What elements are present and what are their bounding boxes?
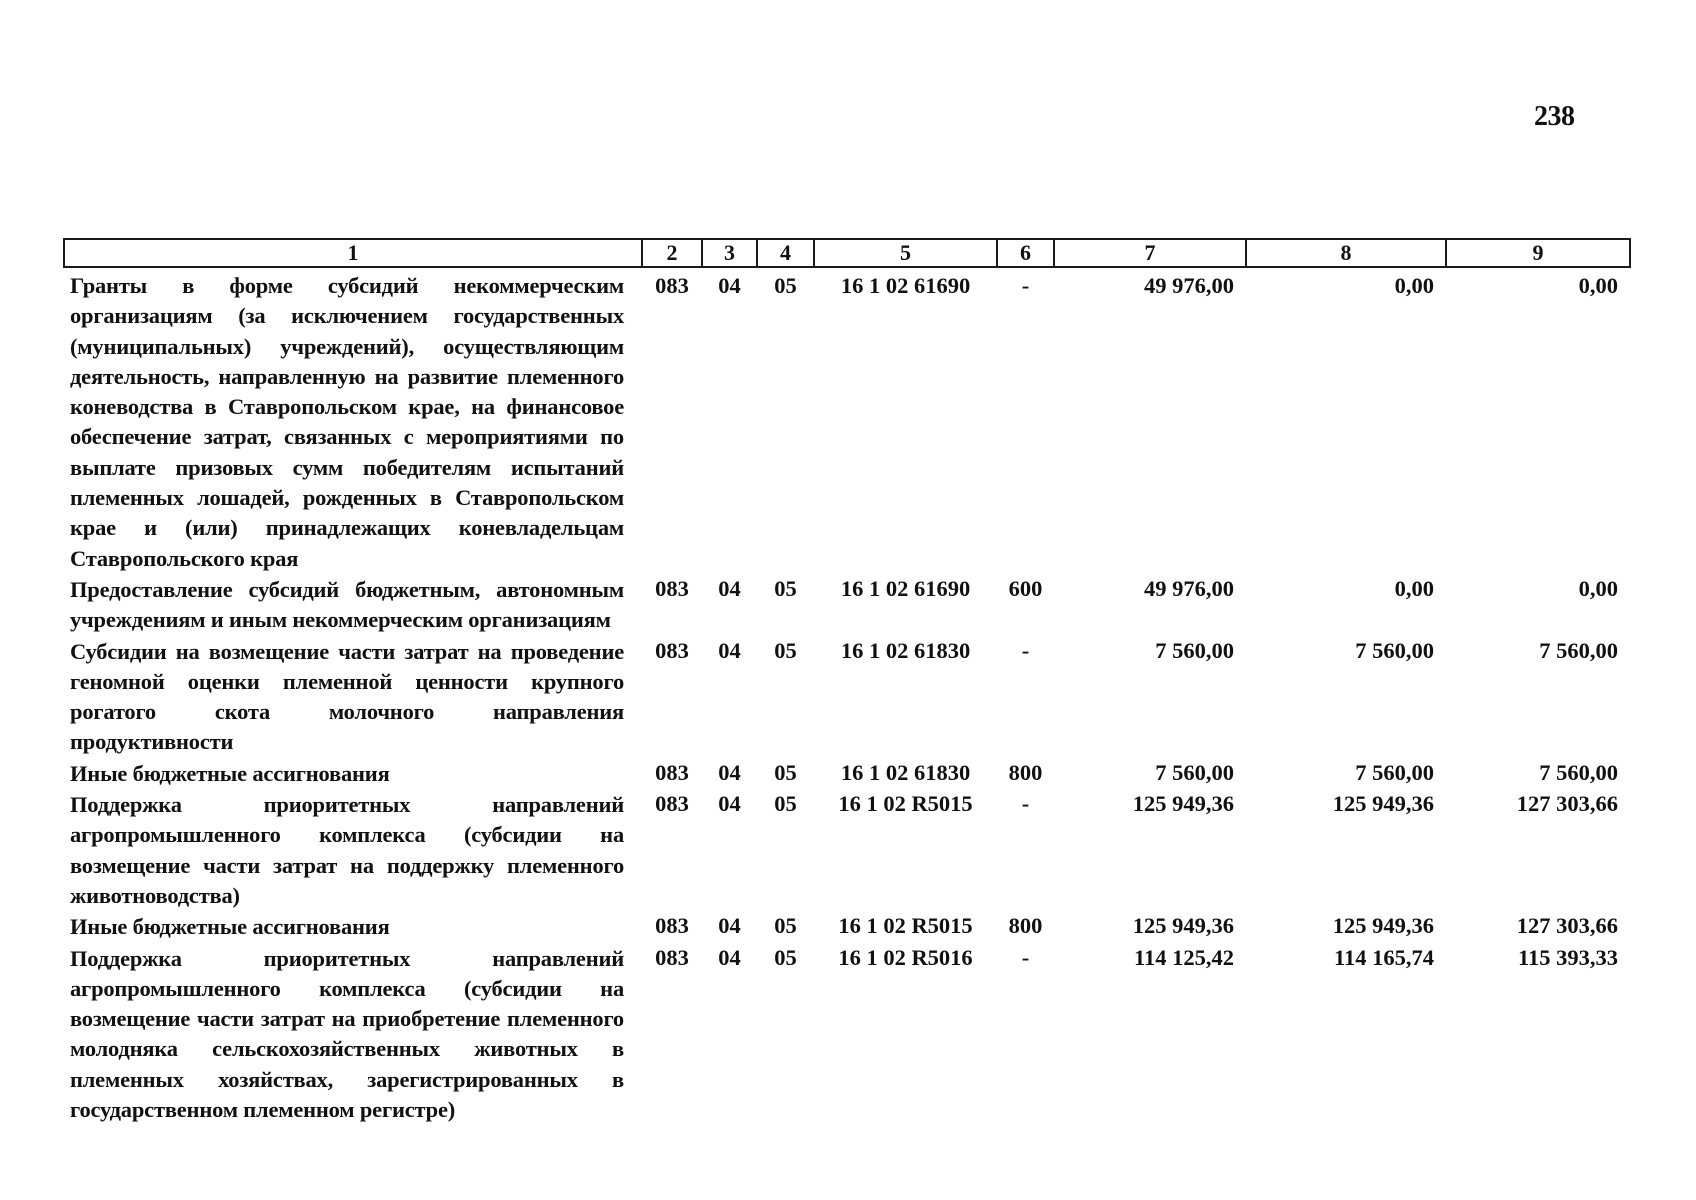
header-row xyxy=(64,239,1630,267)
cell-amount-8: 7 560,00 xyxy=(1355,637,1434,663)
table-row xyxy=(64,911,1630,942)
cell-amount-8: 0,00 xyxy=(1394,273,1434,298)
cell-subsection: 05 xyxy=(774,637,797,663)
cell-target-article: 16 1 02 61830 xyxy=(840,637,971,663)
cell-section: 04 xyxy=(718,791,741,817)
cell-target-article: 16 1 02 61690 xyxy=(840,575,971,601)
cell-expense-type: - xyxy=(1021,944,1030,970)
cell-section: 04 xyxy=(718,759,741,785)
cell-amount-8: 125 949,36 xyxy=(1332,791,1434,817)
cell-target-article: 16 1 02 R5015 xyxy=(838,791,973,817)
column-header-5: 5 xyxy=(814,239,997,267)
cell-expense-type: - xyxy=(1021,273,1030,298)
cell-amount-9: 7 560,00 xyxy=(1539,637,1618,663)
table-row xyxy=(64,574,1630,636)
row-name: Предоставление субсидий бюджетным, автономным учреждениям и иным некоммерческим организациям xyxy=(70,576,624,633)
cell-expense-type: - xyxy=(1021,637,1030,663)
table-row xyxy=(64,943,1630,1126)
row-name: Субсидии на возмещение части затрат на проведение геномной оценки племенной ценности крупного рогатого скота молочного направления продуктивности xyxy=(70,638,624,755)
cell-amount-8: 0,00 xyxy=(1394,575,1434,601)
column-header-2: 2 xyxy=(642,239,702,267)
cell-amount-8: 7 560,00 xyxy=(1355,759,1434,785)
cell-amount-9: 127 303,66 xyxy=(1516,791,1618,817)
cell-amount-9: 127 303,66 xyxy=(1516,913,1618,939)
table-body xyxy=(64,267,1630,1125)
cell-amount-8: 125 949,36 xyxy=(1332,913,1434,939)
row-name: Поддержка приоритетных направлений агропромышленного комплекса (субсидии на возмещение части затрат на приобретение племенного молодняка сельскохозяйственных животных в племенных хозяйствах, зарегистрированных в государственном племенном регистре) xyxy=(70,945,624,1123)
budget-table-container xyxy=(63,238,1629,1125)
table-row xyxy=(64,267,1630,574)
cell-amount-7: 7 560,00 xyxy=(1155,637,1234,663)
budget-table xyxy=(63,238,1631,1125)
column-header-8: 8 xyxy=(1246,239,1446,267)
cell-target-article: 16 1 02 R5015 xyxy=(838,913,973,939)
row-name: Иные бюджетные ассигнования xyxy=(70,914,390,940)
cell-subsection: 05 xyxy=(774,575,797,601)
cell-section: 04 xyxy=(718,944,741,970)
cell-subsection: 05 xyxy=(774,791,797,817)
cell-amount-9: 115 393,33 xyxy=(1517,944,1618,970)
cell-amount-9: 7 560,00 xyxy=(1539,759,1618,785)
row-name: Иные бюджетные ассигнования xyxy=(70,760,390,786)
cell-expense-type: 800 xyxy=(1008,913,1043,939)
cell-subsection: 05 xyxy=(774,759,797,785)
table-row xyxy=(64,758,1630,789)
cell-target-article: 16 1 02 61830 xyxy=(840,759,971,785)
cell-amount-7: 49 976,00 xyxy=(1144,575,1234,601)
table-row xyxy=(64,636,1630,758)
cell-section: 04 xyxy=(718,273,741,298)
cell-section: 04 xyxy=(718,637,741,663)
cell-amount-7: 114 125,42 xyxy=(1133,944,1234,970)
cell-admin-code: 083 xyxy=(655,637,689,663)
row-name: Гранты в форме субсидий некоммерческим организациям (за исключением государственных (муниципальных) учреждений), осуществляющим деятельность, направленную на развитие племенного коневодства в Ставропольском крае, на финансовое обеспечение затрат, связанных с мероприятиями по выплате призовых сумм победителям испытаний племенных лошадей, рожденных в Ставропольском крае и (или) принадлежащих коневладельцам Ставропольского края xyxy=(70,273,624,571)
cell-target-article: 16 1 02 R5016 xyxy=(838,944,973,970)
cell-section: 04 xyxy=(718,575,741,601)
page-number: 238 xyxy=(1534,101,1575,132)
cell-amount-7: 125 949,36 xyxy=(1132,791,1234,817)
row-name: Поддержка приоритетных направлений агропромышленного комплекса (субсидии на возмещение части затрат на поддержку племенного животноводства) xyxy=(70,792,624,908)
cell-subsection: 05 xyxy=(774,944,797,970)
column-header-9: 9 xyxy=(1446,239,1630,267)
cell-amount-8: 114 165,74 xyxy=(1333,944,1434,970)
column-header-7: 7 xyxy=(1054,239,1246,267)
cell-amount-9: 0,00 xyxy=(1578,575,1618,601)
cell-admin-code: 083 xyxy=(655,944,689,970)
column-header-3: 3 xyxy=(702,239,757,267)
table-header xyxy=(64,239,1630,267)
cell-amount-7: 125 949,36 xyxy=(1132,913,1234,939)
cell-expense-type: - xyxy=(1021,791,1030,817)
column-header-6: 6 xyxy=(997,239,1054,267)
cell-admin-code: 083 xyxy=(655,575,689,601)
cell-amount-9: 0,00 xyxy=(1578,273,1618,298)
cell-subsection: 05 xyxy=(774,273,797,298)
cell-amount-7: 7 560,00 xyxy=(1155,759,1234,785)
cell-target-article: 16 1 02 61690 xyxy=(840,273,971,298)
cell-admin-code: 083 xyxy=(655,913,689,939)
table-row xyxy=(64,789,1630,911)
cell-admin-code: 083 xyxy=(655,273,689,298)
column-header-4: 4 xyxy=(757,239,814,267)
cell-subsection: 05 xyxy=(774,913,797,939)
cell-section: 04 xyxy=(718,913,741,939)
cell-admin-code: 083 xyxy=(655,791,689,817)
cell-admin-code: 083 xyxy=(655,759,689,785)
cell-expense-type: 800 xyxy=(1008,759,1043,785)
cell-expense-type: 600 xyxy=(1008,575,1043,601)
column-header-1: 1 xyxy=(64,239,642,267)
cell-amount-7: 49 976,00 xyxy=(1144,273,1234,298)
